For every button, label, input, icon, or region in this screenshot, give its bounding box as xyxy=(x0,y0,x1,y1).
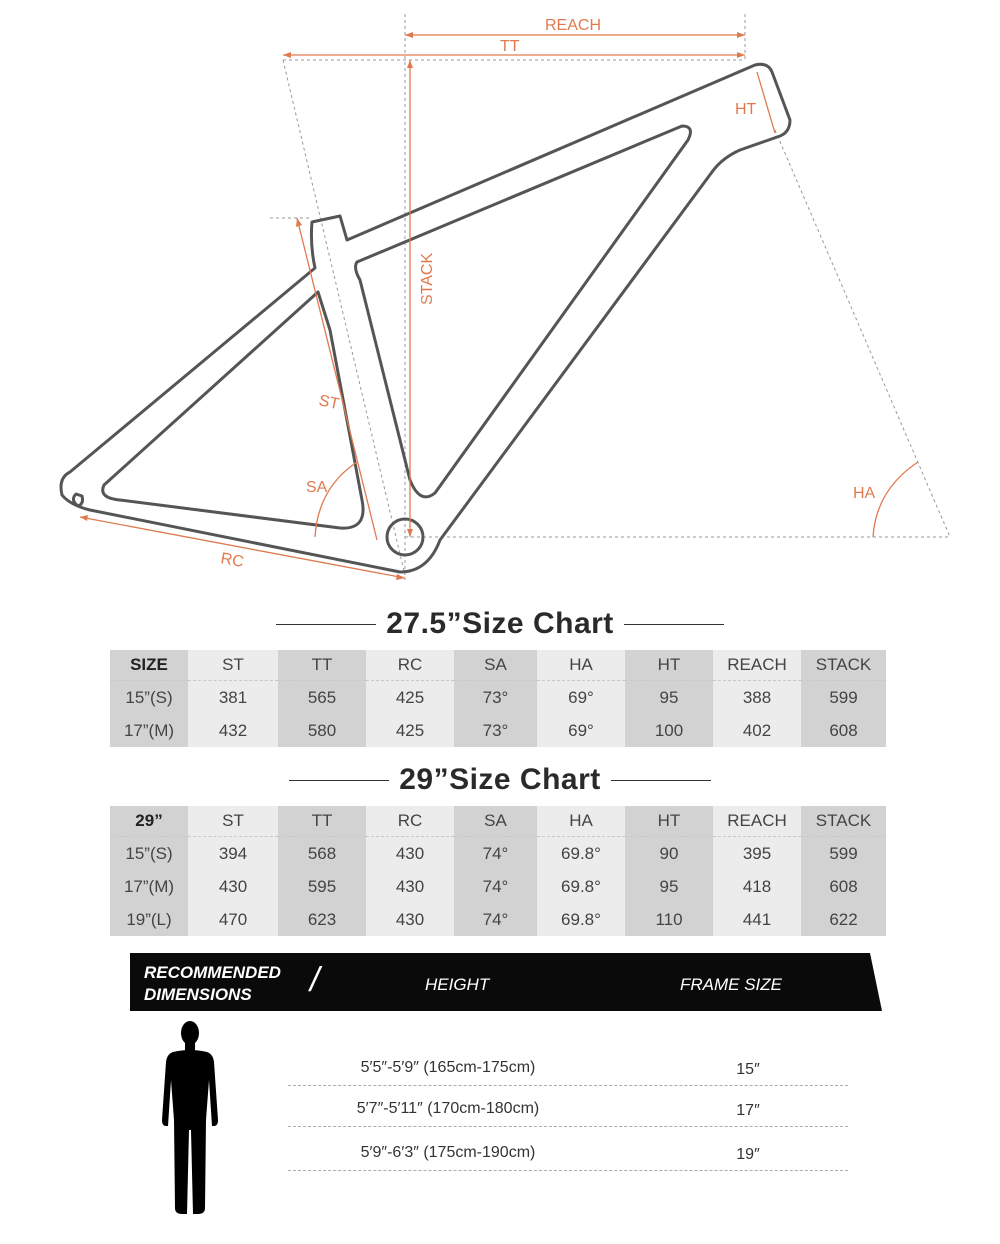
col-header-reach: REACH xyxy=(713,650,801,681)
recommended-title-line1: RECOMMENDED xyxy=(144,963,281,982)
table-cell: 470 xyxy=(188,903,278,936)
table-cell: 595 xyxy=(278,870,366,903)
col-header-ha: HA xyxy=(537,806,625,837)
label-ha: HA xyxy=(853,485,876,502)
table-cell: 110 xyxy=(625,903,713,936)
table-cell: 100 xyxy=(625,714,713,747)
table-cell: 430 xyxy=(366,870,454,903)
chart-275-title xyxy=(0,604,1000,644)
frame-size-column-header: FRAME SIZE xyxy=(680,975,783,994)
table-row xyxy=(110,903,886,936)
chart-275-title-text: 27.5”Size Chart xyxy=(386,607,614,640)
label-ht: HT xyxy=(735,101,757,118)
title-rule-left xyxy=(276,624,376,625)
frame-size-value: 17″ xyxy=(736,1102,760,1119)
table-cell: 95 xyxy=(625,870,713,903)
size-cell: 15”(S) xyxy=(110,837,188,871)
table-cell: 568 xyxy=(278,837,366,871)
col-header-ht: HT xyxy=(625,806,713,837)
recommended-dimensions-header xyxy=(130,953,882,1011)
col-header-stack: STACK xyxy=(801,806,886,837)
label-st: ST xyxy=(317,392,341,414)
table-header-row xyxy=(110,806,886,837)
table-cell: 430 xyxy=(366,837,454,871)
chart-29-title-text: 29”Size Chart xyxy=(399,763,601,796)
frame-size-value: 15″ xyxy=(736,1061,760,1078)
col-header-stack: STACK xyxy=(801,650,886,681)
table-cell: 388 xyxy=(713,681,801,715)
table-cell: 90 xyxy=(625,837,713,871)
title-rule-right xyxy=(624,624,724,625)
col-header-ha: HA xyxy=(537,650,625,681)
table-cell: 599 xyxy=(801,837,886,871)
table-header-row xyxy=(110,650,886,681)
label-stack: STACK xyxy=(419,252,436,305)
label-sa: SA xyxy=(306,479,328,496)
table-cell: 395 xyxy=(713,837,801,871)
table-cell: 69.8° xyxy=(537,837,625,871)
table-cell: 580 xyxy=(278,714,366,747)
table-cell: 441 xyxy=(713,903,801,936)
table-cell: 95 xyxy=(625,681,713,715)
table-cell: 74° xyxy=(454,870,537,903)
table-cell: 608 xyxy=(801,870,886,903)
col-header-size: SIZE xyxy=(110,650,188,681)
recommendation-row xyxy=(288,1096,848,1127)
table-cell: 599 xyxy=(801,681,886,715)
table-cell: 608 xyxy=(801,714,886,747)
label-tt: TT xyxy=(500,38,520,55)
size-cell: 15”(S) xyxy=(110,681,188,715)
recommendation-row xyxy=(288,1140,848,1171)
table-cell: 69° xyxy=(537,714,625,747)
col-header-st: ST xyxy=(188,650,278,681)
col-header-sa: SA xyxy=(454,806,537,837)
table-cell: 430 xyxy=(366,903,454,936)
height-range: 5′5″-5′9″ (165cm-175cm) xyxy=(360,1059,536,1076)
table-cell: 623 xyxy=(278,903,366,936)
col-header-reach: REACH xyxy=(713,806,801,837)
table-cell: 622 xyxy=(801,903,886,936)
table-cell: 418 xyxy=(713,870,801,903)
bike-frame-outline xyxy=(61,64,790,572)
table-cell: 74° xyxy=(454,837,537,871)
col-header-tt: TT xyxy=(278,806,366,837)
table-cell: 402 xyxy=(713,714,801,747)
table-cell: 432 xyxy=(188,714,278,747)
size-cell: 19”(L) xyxy=(110,903,188,936)
table-cell: 394 xyxy=(188,837,278,871)
frame-size-value: 19″ xyxy=(736,1146,760,1163)
col-header-size: 29” xyxy=(110,806,188,837)
col-header-tt: TT xyxy=(278,650,366,681)
recommended-title xyxy=(144,962,314,1006)
table-cell: 74° xyxy=(454,903,537,936)
table-cell: 425 xyxy=(366,714,454,747)
height-range: 5′7″-5′11″ (170cm-180cm) xyxy=(356,1100,540,1117)
table-row xyxy=(110,681,886,715)
dimension-arrows xyxy=(80,32,918,580)
table-cell: 73° xyxy=(454,714,537,747)
col-header-rc: RC xyxy=(366,806,454,837)
recommended-title-line2: DIMENSIONS xyxy=(144,985,252,1004)
size-cell: 17”(M) xyxy=(110,714,188,747)
table-cell: 565 xyxy=(278,681,366,715)
chart-29-title xyxy=(0,760,1000,800)
col-header-sa: SA xyxy=(454,650,537,681)
col-header-st: ST xyxy=(188,806,278,837)
table-cell: 69.8° xyxy=(537,903,625,936)
table-cell: 430 xyxy=(188,870,278,903)
guide-lines xyxy=(270,14,950,580)
table-row xyxy=(110,837,886,871)
size-chart-29-table xyxy=(110,806,886,936)
table-cell: 69° xyxy=(537,681,625,715)
height-column-header: HEIGHT xyxy=(425,975,490,994)
title-rule-left xyxy=(289,780,389,781)
frame-geometry-diagram xyxy=(0,0,1000,600)
label-rc: RC xyxy=(219,550,246,571)
recommendation-row xyxy=(288,1055,848,1086)
col-header-ht: HT xyxy=(625,650,713,681)
size-chart-275-table xyxy=(110,650,886,747)
label-reach: REACH xyxy=(545,17,602,34)
height-range: 5′9″-6′3″ (175cm-190cm) xyxy=(360,1144,536,1161)
title-slash: / xyxy=(310,961,320,999)
size-cell: 17”(M) xyxy=(110,870,188,903)
table-cell: 69.8° xyxy=(537,870,625,903)
person-silhouette-icon xyxy=(160,1020,220,1215)
col-header-rc: RC xyxy=(366,650,454,681)
title-rule-right xyxy=(611,780,711,781)
table-cell: 381 xyxy=(188,681,278,715)
table-cell: 425 xyxy=(366,681,454,715)
table-row xyxy=(110,870,886,903)
table-cell: 73° xyxy=(454,681,537,715)
table-row xyxy=(110,714,886,747)
